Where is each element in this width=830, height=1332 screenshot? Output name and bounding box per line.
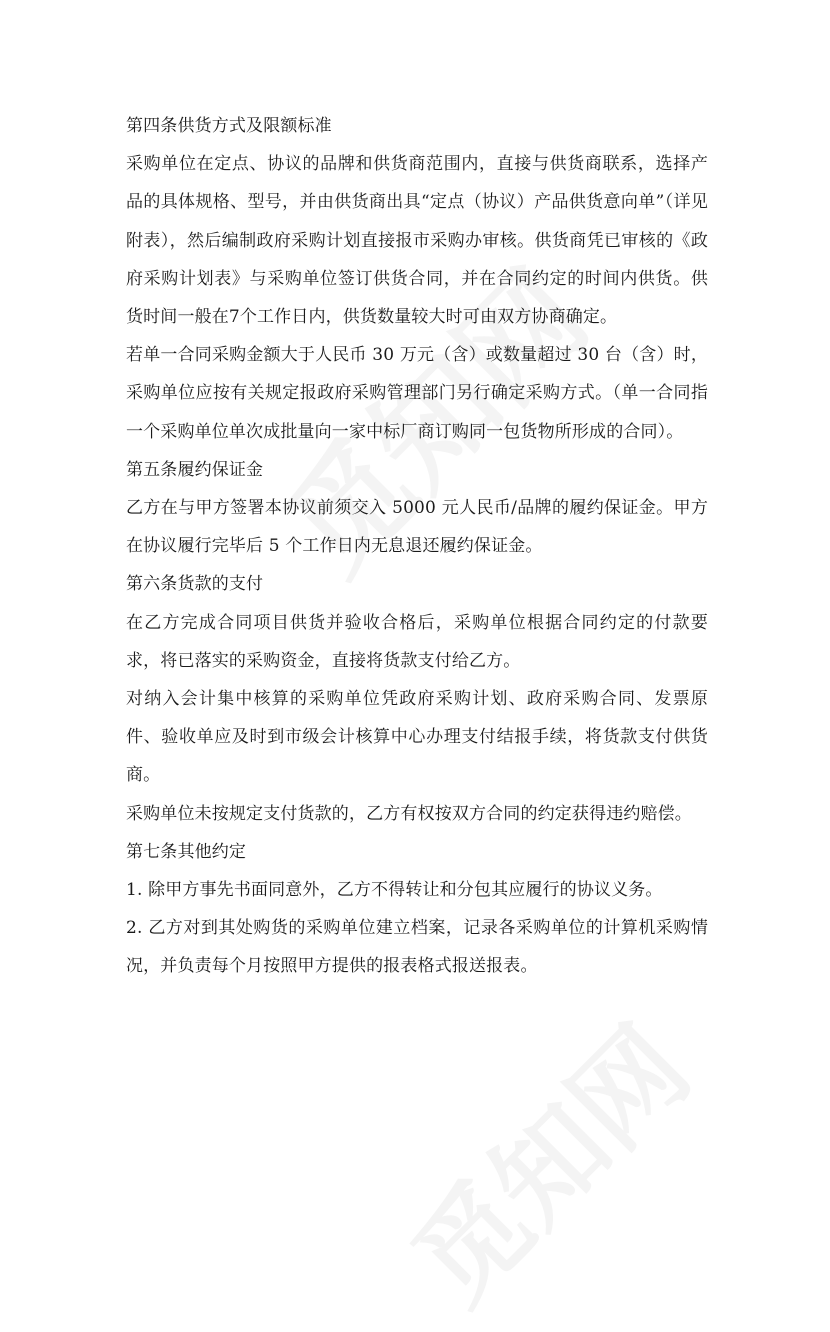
section-heading-article-4: 第四条供货方式及限额标准: [126, 116, 332, 136]
list-item-1: 1. 除甲方事先书面同意外，乙方不得转让和分包其应履行的协议义务。: [126, 880, 663, 901]
section-heading-article-7: 第七条其他约定: [126, 841, 247, 862]
paragraph-supply-method: 采购单位在定点、协议的品牌和供货商范围内，直接与供货商联系，选择产品的具体规格、型号，并由供货商出具“定点（协议）产品供货意向单”（详见附表），然后编制政府采购计划直接报市采购办审核。供货商凭已审核的《政府采购计划表》与采购单位签订供货合同，并在合同约定的时间内供货。供货时间一般在7个工作日内，供货数量较大时可由双方协商确定。: [126, 154, 708, 328]
section-heading-article-5: 第五条履约保证金: [126, 459, 264, 480]
section-heading-article-6: 第六条货款的支付: [126, 574, 264, 595]
document-body: [126, 107, 708, 986]
paragraph-performance-bond: 乙方在与甲方签署本协议前须交入 5000 元人民币/品牌的履约保证金。甲方在协议履行完毕后 5 个工作日内无息退还履约保证金。: [126, 498, 708, 557]
paragraph-payment: 在乙方完成合同项目供货并验收合格后，采购单位根据合同约定的付款要求，将已落实的采购资金，直接将货款支付给乙方。: [126, 612, 708, 671]
paragraph-centralized-accounting: 对纳入会计集中核算的采购单位凭政府采购计划、政府采购合同、发票原件、验收单应及时到市级会计核算中心办理支付结报手续，将货款支付供货商。: [126, 689, 708, 786]
watermark-text: [372, 986, 717, 1331]
list-item-2: 2. 乙方对到其处购货的采购单位建立档案，记录各采购单位的计算机采购情况，并负责每个月按照甲方提供的报表格式报送报表。: [126, 918, 708, 977]
paragraph-breach-compensation: 采购单位未按规定支付货款的，乙方有权按双方合同的约定获得违约赔偿。: [126, 803, 692, 824]
paragraph-amount-limit: 若单一合同采购金额大于人民币 30 万元（含）或数量超过 30 台（含）时，采购单位应按有关规定报政府采购管理部门另行确定采购方式。（单一合同指一个采购单位单次成批量向一家中标厂商订购同一包货物所形成的合同）。: [126, 345, 708, 442]
